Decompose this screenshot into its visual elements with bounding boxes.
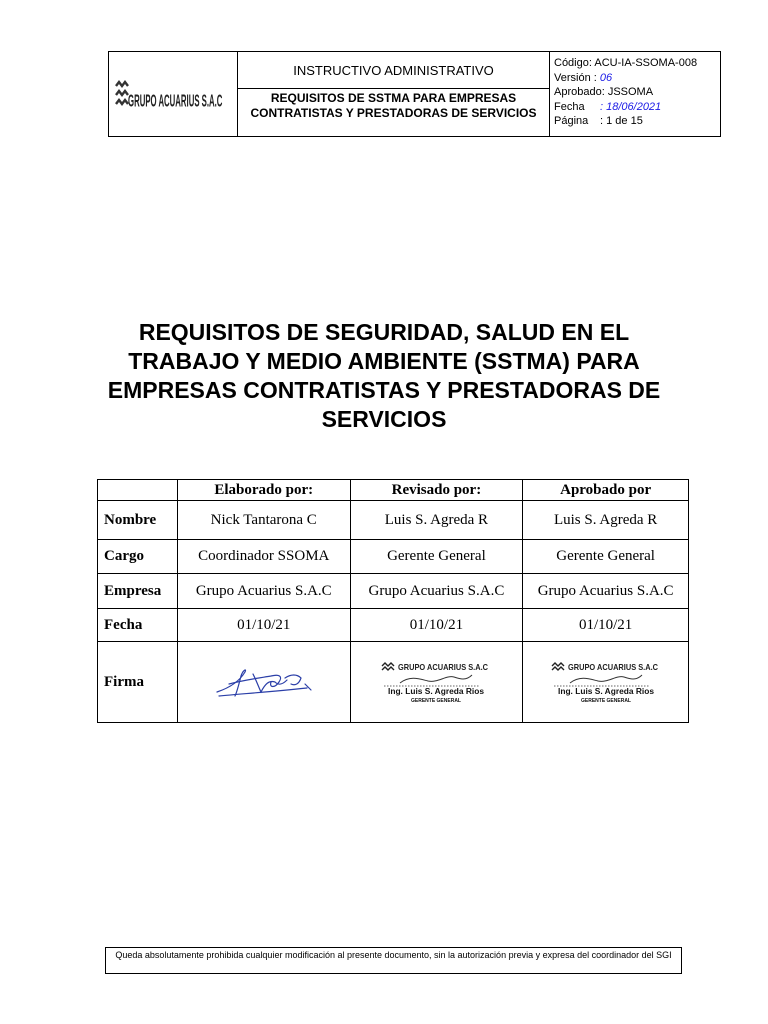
company-stamp bbox=[550, 659, 662, 705]
codigo-line bbox=[554, 56, 720, 71]
company-stamp bbox=[380, 659, 492, 705]
column-header-revisado: Revisado por: bbox=[350, 480, 523, 501]
table-row bbox=[98, 609, 689, 642]
row-label: Firma bbox=[98, 642, 178, 723]
svg-text:GRUPO ACUARIUS S.A.C: GRUPO ACUARIUS S.A.C bbox=[128, 91, 223, 112]
table-cell: Grupo Acuarius S.A.C bbox=[350, 574, 523, 609]
table-cell: Luis S. Agreda R bbox=[350, 501, 523, 540]
table-cell: Luis S. Agreda R bbox=[523, 501, 689, 540]
svg-text:GERENTE GENERAL: GERENTE GENERAL bbox=[580, 698, 631, 704]
document-metadata bbox=[550, 52, 720, 136]
signature-cell-aprobado bbox=[523, 642, 689, 723]
version-value: 06 bbox=[599, 71, 613, 84]
table-row bbox=[98, 540, 689, 574]
signature-cell-revisado bbox=[350, 642, 523, 723]
svg-text:GERENTE GENERAL: GERENTE GENERAL bbox=[411, 698, 462, 704]
stamp-graphic bbox=[380, 659, 492, 705]
company-logo bbox=[114, 74, 232, 114]
fecha-label: Fecha bbox=[554, 100, 585, 113]
column-header-aprobado: Aprobado por bbox=[523, 480, 689, 501]
footer-notice: Queda absolutamente prohibida cualquier modificación al presente documento, sin la autorización previa y expresa del coordinador del SGI bbox=[105, 947, 682, 974]
table-cell: 01/10/21 bbox=[523, 609, 689, 642]
aprobado-value: JSSOMA bbox=[607, 86, 654, 98]
aprobado-line bbox=[554, 85, 720, 100]
table-header-row bbox=[98, 480, 689, 501]
svg-text:Ing. Luis S. Agreda Rios: Ing. Luis S. Agreda Rios bbox=[388, 687, 485, 696]
row-label: Fecha bbox=[98, 609, 178, 642]
column-header-empty bbox=[98, 480, 178, 501]
table-cell: 01/10/21 bbox=[177, 609, 350, 642]
codigo-value: ACU-IA-SSOMA-008 bbox=[594, 57, 698, 69]
table-cell: Grupo Acuarius S.A.C bbox=[523, 574, 689, 609]
table-cell: Coordinador SSOMA bbox=[177, 540, 350, 574]
handwritten-signature bbox=[209, 662, 319, 702]
table-cell: Grupo Acuarius S.A.C bbox=[177, 574, 350, 609]
pagina-value: : 1 de 15 bbox=[600, 115, 643, 127]
document-type: INSTRUCTIVO ADMINISTRATIVO bbox=[238, 52, 549, 89]
table-cell: Gerente General bbox=[523, 540, 689, 574]
header-title-cell bbox=[238, 52, 550, 136]
document-title: REQUISITOS DE SSTMA PARA EMPRESAS CONTRATISTAS Y PRESTADORAS DE SERVICIOS bbox=[250, 91, 537, 120]
stamp-graphic bbox=[550, 659, 662, 705]
main-title: REQUISITOS DE SEGURIDAD, SALUD EN EL TRABAJO Y MEDIO AMBIENTE (SSTMA) PARA EMPRESAS CONTRATISTAS Y PRESTADORAS DE SERVICIOS bbox=[107, 319, 661, 432]
row-label: Empresa bbox=[98, 574, 178, 609]
version-line bbox=[554, 71, 720, 86]
table-row bbox=[98, 501, 689, 540]
svg-text:Ing. Luis S. Agreda Rios: Ing. Luis S. Agreda Rios bbox=[557, 687, 655, 696]
pagina-label: Página bbox=[554, 115, 589, 127]
table-cell: Gerente General bbox=[350, 540, 523, 574]
logo-cell bbox=[109, 52, 238, 136]
approval-table bbox=[97, 479, 689, 723]
fecha-value: : 18/06/2021 bbox=[600, 100, 662, 113]
row-label: Cargo bbox=[98, 540, 178, 574]
svg-text:GRUPO ACUARIUS S.A.C: GRUPO ACUARIUS S.A.C bbox=[567, 662, 658, 672]
table-row bbox=[98, 642, 689, 723]
table-row bbox=[98, 574, 689, 609]
table-cell: Nick Tantarona C bbox=[177, 501, 350, 540]
pagina-line bbox=[554, 114, 720, 129]
version-label: Versión : bbox=[554, 71, 597, 84]
codigo-label: Código: bbox=[554, 57, 592, 69]
table-cell: 01/10/21 bbox=[350, 609, 523, 642]
fecha-line bbox=[554, 100, 720, 115]
row-label: Nombre bbox=[98, 501, 178, 540]
svg-text:GRUPO ACUARIUS S.A.C: GRUPO ACUARIUS S.A.C bbox=[398, 662, 489, 672]
signature-cell-elaborado bbox=[177, 642, 350, 723]
document-header bbox=[108, 51, 721, 137]
column-header-elaborado: Elaborado por: bbox=[177, 480, 350, 501]
aprobado-label: Aprobado: bbox=[554, 86, 605, 98]
